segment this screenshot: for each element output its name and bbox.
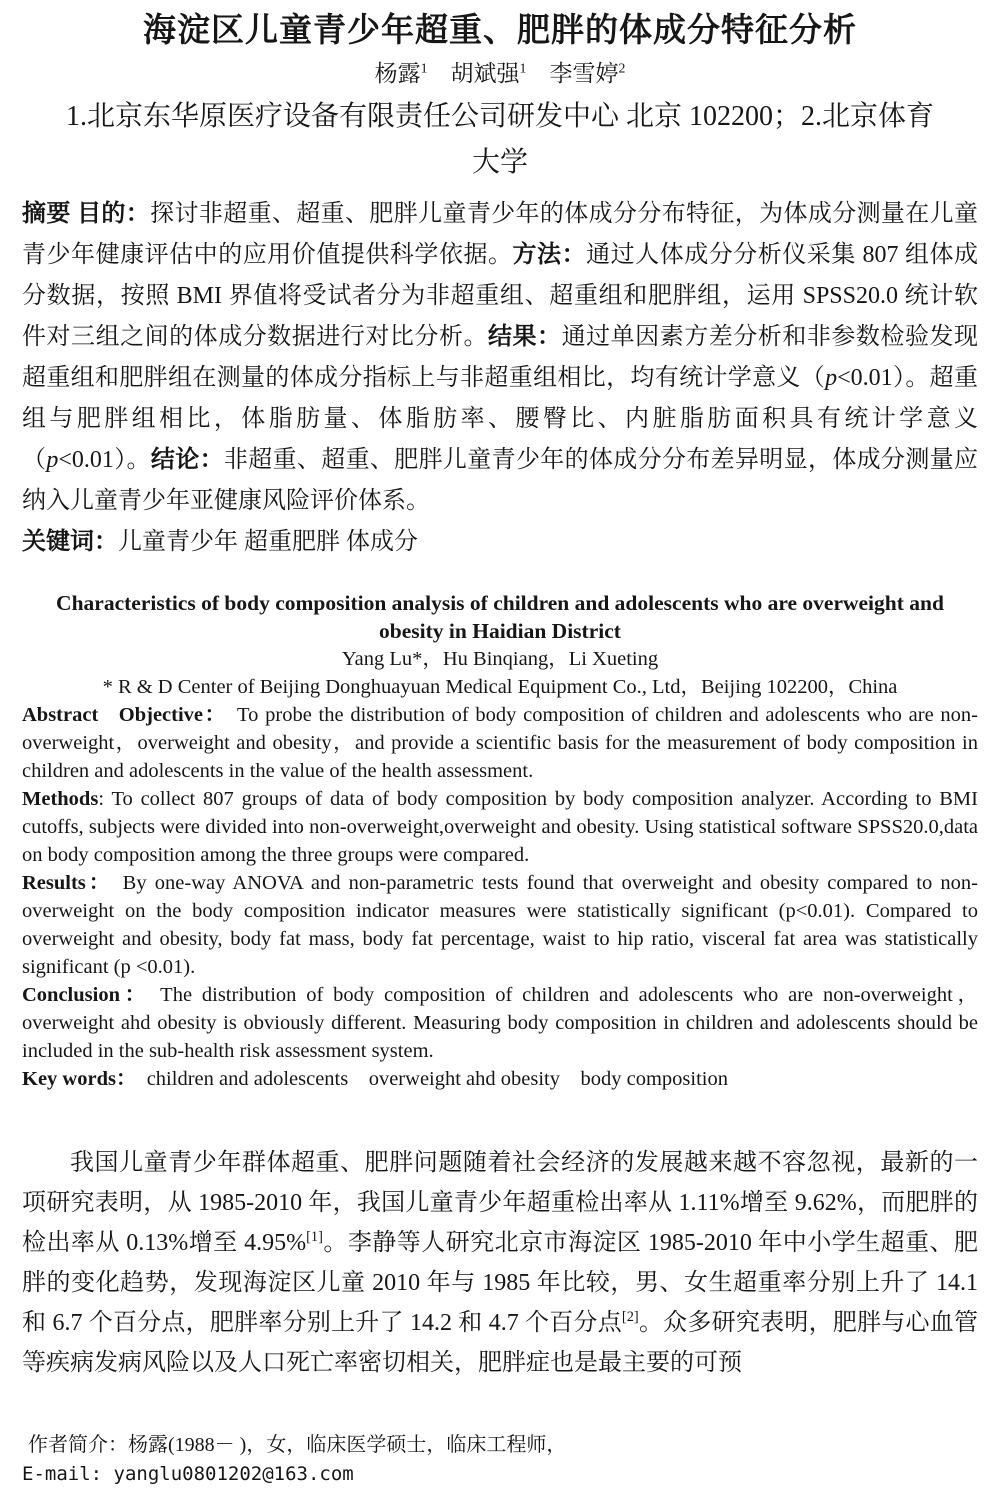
authors-cn: 杨露$^1$ 胡斌强$^1$ 李雪婷$^2$ [374,60,626,86]
affiliation-cn-line1: 1.北京东华原医疗设备有限责任公司研发中心 北京 102200；2.北京体育 [65,101,934,132]
author-footnote [22,1431,978,1489]
abstract-en-results: Results： By one-way ANOVA and non-parametric tests found that overweight and obesity compared to non-overweight on the body composition indicator measures were statistically significant (p<0.01). Compared to overweight and obesity, body fat mass, body fat percentage, waist to hip ratio, visceral fat area was statistically significant (p <0.01). [22,872,978,978]
affiliation-en: * R & D Center of Beijing Donghuayuan Medical Equipment Co., Ltd，Beijing 102200，China [102,676,898,698]
abstract-en-objective: Abstract Objective： To probe the distribution of body composition of children and adolescents who are non-overweight，overweight and obesity，and provide a scientific basis for the measurement of body composition in children and adolescents in the value of the health assessment. [22,704,978,782]
author-email: E-mail: yanglu0801202@163.com [22,1463,354,1485]
abstract-en-conclusion: Conclusion： The distribution of body composition of children and adolescents who are non-overweight，overweight ahd obesity is obviously different. Measuring body composition in children and adolescents should be included in the sub-health risk assessment system. [22,984,978,1062]
abstract-cn [22,194,978,563]
english-section [22,589,978,1093]
keywords-cn: 关键词：儿童青少年 超重肥胖 体成分 [22,529,418,555]
introduction-paragraph: 我国儿童青少年群体超重、肥胖问题随着社会经济的发展越来越不容忽视，最新的一项研究表明，从 1985-2010 年，我国儿童青少年超重检出率从 1.11%增至 9.62%，而肥胖的检出率从 0.13%增至 4.95%[1]。李静等人研究北京市海淀区 1985-2010 年中小学生超重、肥胖的变化趋势，发现海淀区儿童 2010 年与 1985 年比较，男、女生超重率分别上升了 14.1 和 6.7 个百分点，肥胖率分别上升了 14.2 和 4.7 个百分点[2]。众多研究表明，肥胖与心血管等疾病发病风险以及人口死亡率密切相关，肥胖症也是最主要的可预 [22,1150,979,1376]
author-bio: 作者简介：杨露(1988－ )，女，临床医学硕士，临床工程师， [28,1434,567,1456]
abstract-cn-text: 摘要 目的：探讨非超重、超重、肥胖儿童青少年的体成分分布特征，为体成分测量在儿童青少年健康评估中的应用价值提供科学依据。方法：通过人体成分分析仪采集 807 组体成分数据，按照 BMI 界值将受试者分为非超重组、超重组和肥胖组，运用 SPSS20.0 统计软件对三组之间的体成分数据进行对比分析。结果：通过单因素方差分析和非参数检验发现超重组和肥胖组在测量的体成分指标上与非超重组相比，均有统计学意义（p<0.01）。超重组与肥胖组相比，体脂肪量、体脂肪率、腰臀比、内脏脂肪面积具有统计学意义（p<0.01）。结论：非超重、超重、肥胖儿童青少年的体成分分布差异明显，体成分测量应纳入儿童青少年亚健康风险评价体系。 [22,201,979,514]
paper-title-en: Characteristics of body composition analysis of children and adolescents who are overweight and obesity in Haidian District [56,591,944,643]
paper-title-cn: 海淀区儿童青少年超重、肥胖的体成分特征分析 [143,11,857,48]
abstract-en [22,701,978,1093]
keywords-en: Key words： children and adolescents overweight ahd obesity body composition [22,1068,728,1090]
affiliation-cn [22,94,978,186]
abstract-en-methods: Methods: To collect 807 groups of data of body composition by body composition analyzer. According to BMI cutoffs, subjects were divided into non-overweight,overweight and obesity. Using statistical software SPSS20.0,data on body composition among the three groups were compared. [22,788,978,866]
introduction-cn [22,1143,978,1383]
affiliation-cn-line2: 大学 [471,147,528,178]
authors-en: Yang Lu*，Hu Binqiang，Li Xueting [341,648,659,670]
